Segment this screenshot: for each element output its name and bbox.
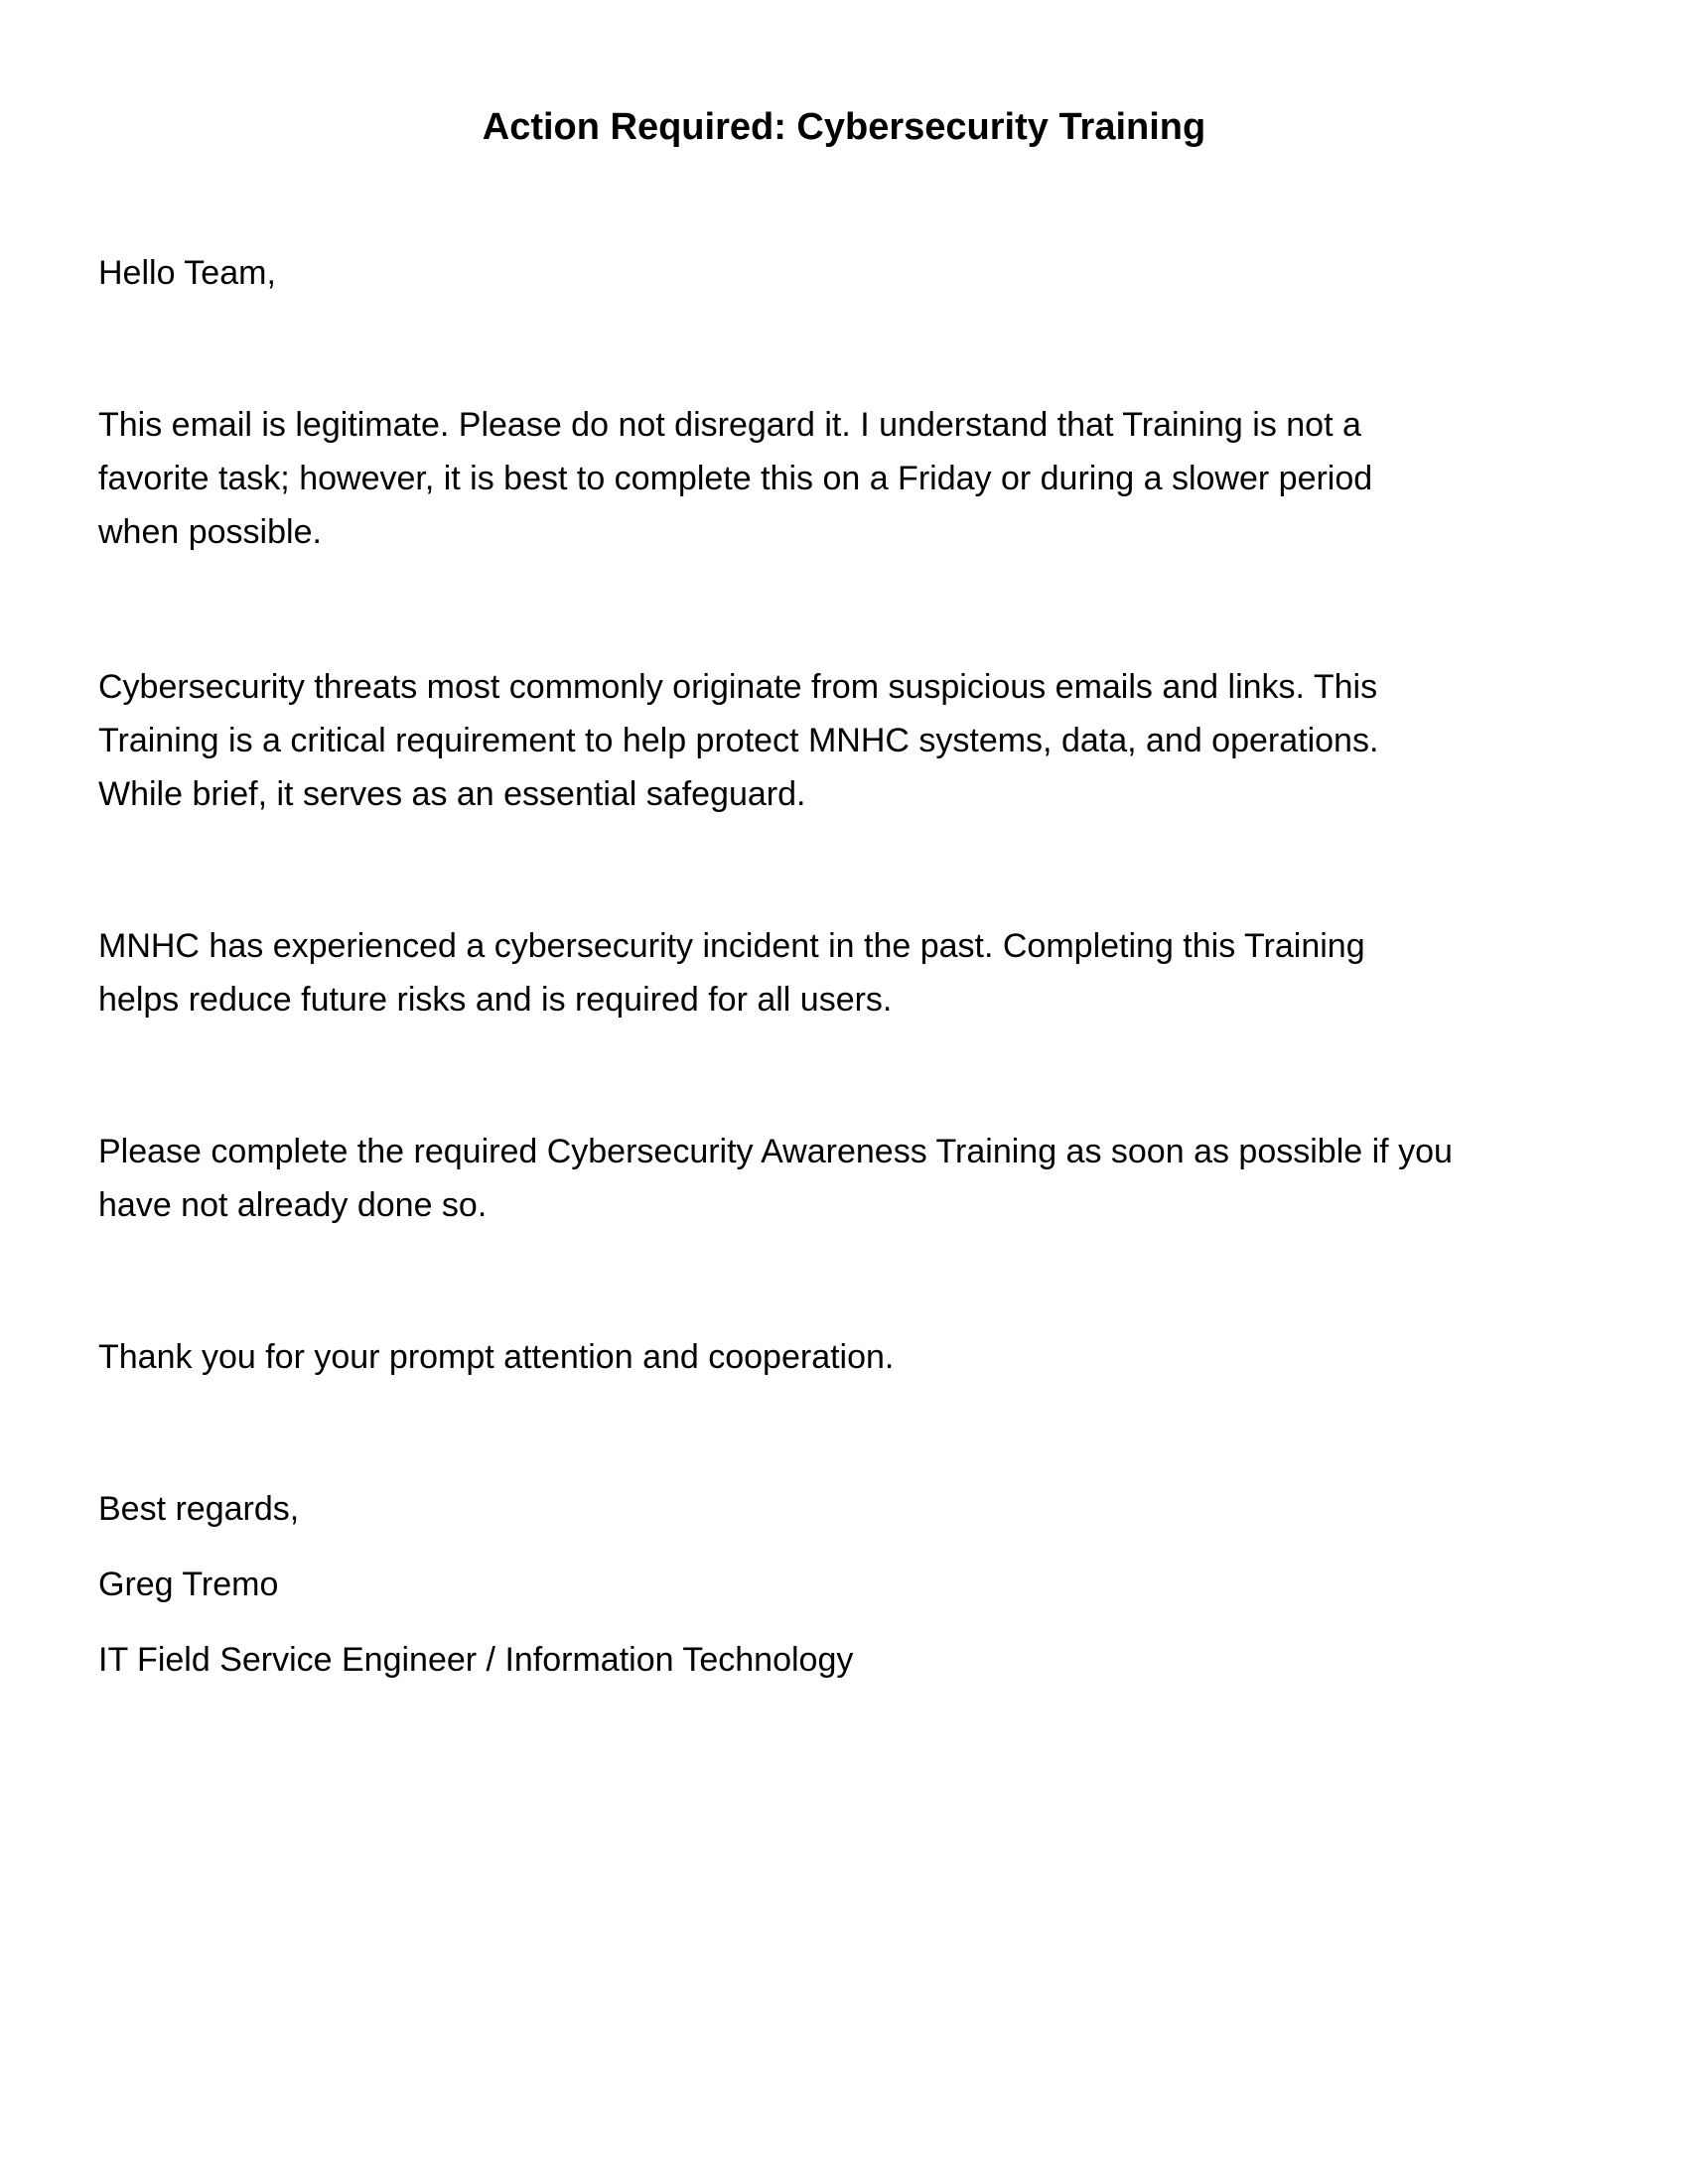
paragraph-line: Training is a critical requirement to help protect MNHC systems, data, and operations. [98,722,1379,759]
paragraph-line: MNHC has experienced a cybersecurity incident in the past. Completing this Training [98,927,1365,965]
greeting: Hello Team, [98,254,276,292]
signature-role: IT Field Service Engineer / Information Technology [98,1641,854,1679]
paragraph-line: Please complete the required Cybersecurity Awareness Training as soon as possible if you [98,1133,1453,1170]
paragraph-line: Thank you for your prompt attention and cooperation. [98,1338,895,1376]
paragraph-line: when possible. [98,513,322,551]
document-title: Action Required: Cybersecurity Training [482,106,1206,148]
paragraph-line: have not already done so. [98,1186,488,1224]
paragraph-line: Cybersecurity threats most commonly originate from suspicious emails and links. This [98,668,1378,706]
paragraph-line: While brief, it serves as an essential safeguard. [98,775,806,813]
signature-closing: Best regards, [98,1490,300,1528]
paragraph-line: favorite task; however, it is best to complete this on a Friday or during a slower period [98,460,1373,497]
paragraph-line: This email is legitimate. Please do not disregard it. I understand that Training is not a [98,406,1361,444]
signature-name: Greg Tremo [98,1566,279,1603]
paragraph-line: helps reduce future risks and is required for all users. [98,981,893,1019]
